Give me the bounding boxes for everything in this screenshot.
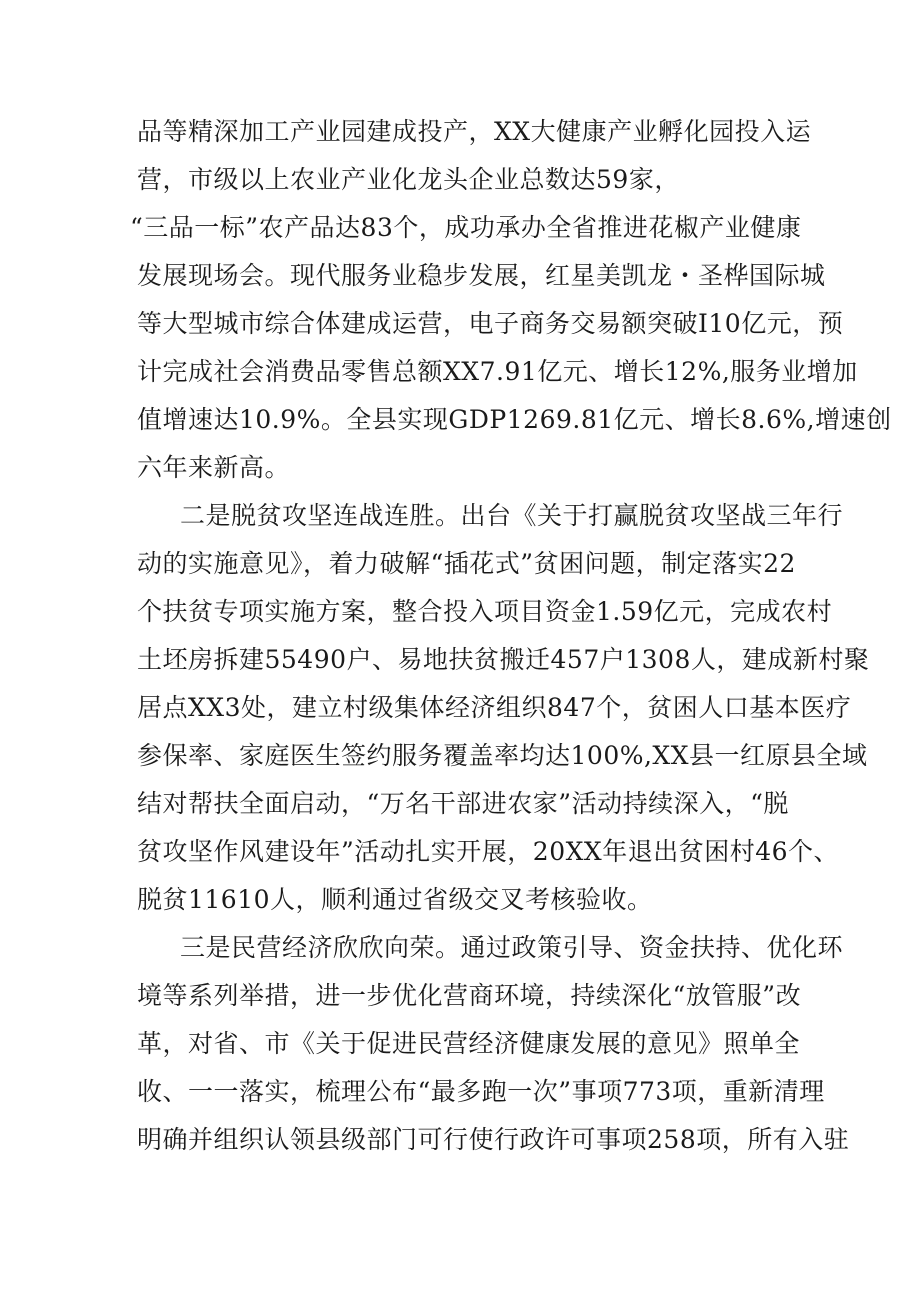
- text-line: 等大型城市综合体建成运营，电子商务交易额突破I10亿元，预: [137, 309, 844, 338]
- text-line: 土坯房拆建55490户、易地扶贫搬迁457户1308人，建成新村聚: [137, 645, 870, 674]
- text-line: 革，对省、市《关于促进民营经济健康发展的意见》照单全: [137, 1029, 801, 1058]
- text-line: 营，市级以上农业产业化龙头企业总数达59家，: [137, 165, 680, 194]
- text-line: 个扶贫专项实施方案，整合投入项目资金1.59亿元，完成农村: [137, 597, 833, 626]
- text-line: 三是民营经济欣欣向荣。通过政策引导、资金扶持、优化环: [180, 933, 844, 962]
- text-line: “三品一标”农产品达83个，成功承办全省推进花椒产业健康: [130, 213, 802, 242]
- text-line: 脱贫11610人，顺利通过省级交叉考核验收。: [137, 885, 653, 914]
- text-line: 居点XX3处，建立村级集体经济组织847个，贫困人口基本医疗: [137, 693, 852, 722]
- text-line: 境等系列举措，进一步优化营商环境，持续深化“放管服”改: [137, 981, 802, 1010]
- text-line: 结对帮扶全面启动，“万名干部进农家”活动持续深入，“脱: [137, 789, 789, 818]
- text-line: 收、一一落实，梳理公布“最多跑一次”事项773项，重新清理: [137, 1077, 825, 1106]
- text-line: 品等精深加工产业园建成投产，XX大健康产业孵化园投入运: [137, 117, 812, 146]
- text-line: 贫攻坚作风建设年”活动扎实开展，20XX年退出贫困村46个、: [137, 837, 840, 866]
- text-line: 二是脱贫攻坚连战连胜。出台《关于打赢脱贫攻坚战三年行: [180, 501, 844, 530]
- text-line: 发展现场会。现代服务业稳步发展，红星美凯龙・圣桦国际城: [137, 261, 826, 290]
- text-line: 计完成社会消费品零售总额XX7.91亿元、增长12%,服务业增加: [137, 357, 858, 386]
- text-line: 值增速达10.9%。全县实现GDP1269.81亿元、增长8.6%,增速创: [137, 405, 892, 434]
- text-line: 动的实施意见》，着力破解“插花式”贫困问题，制定落实22: [137, 549, 796, 578]
- text-line: 六年来新高。: [137, 453, 291, 482]
- text-line: 明确并组织认领县级部门可行使行政许可事项258项，所有入驻: [137, 1125, 850, 1154]
- text-line: 参保率、家庭医生签约服务覆盖率均达100%,XX县一红原县全域: [137, 741, 868, 770]
